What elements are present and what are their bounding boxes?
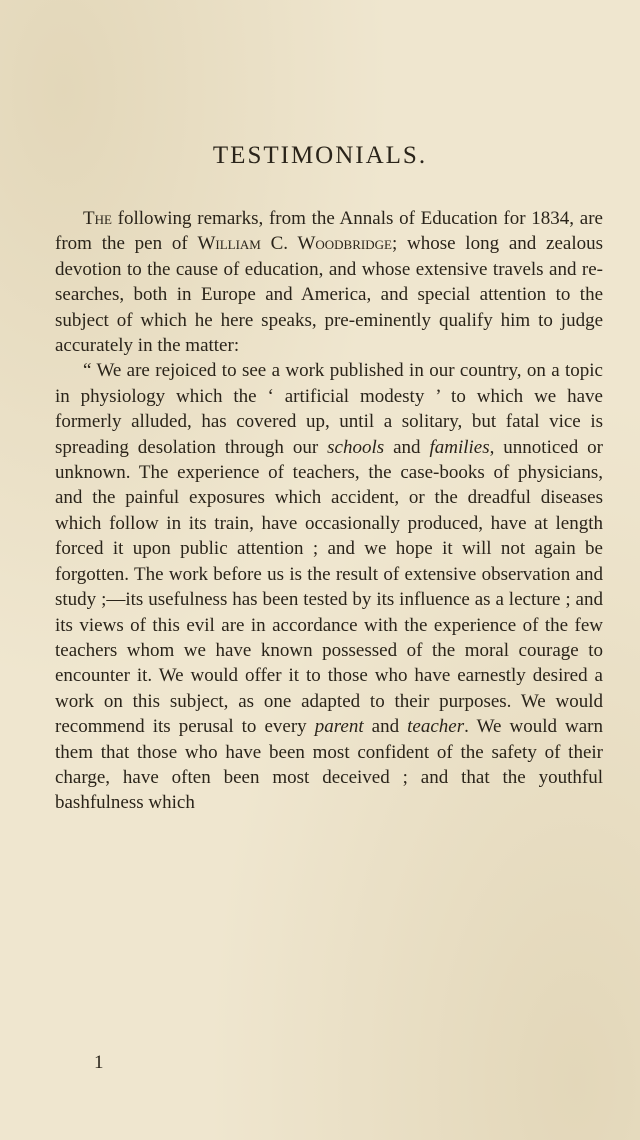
emphasis-families: families xyxy=(429,436,490,458)
page-title: TESTIMONIALS. xyxy=(212,142,428,169)
quote-and-2: and xyxy=(363,716,408,738)
author-name: William C. Woodbridge xyxy=(197,233,392,255)
quote-text-3: . We would warn them that those who have been most confident of the safety of their charge, have often been most deceived ; and that the youthful bashfulness which xyxy=(55,716,603,814)
quote-text-2: , unnoticed or unknown. The experience of teachers, the case-books of physicians, and the painful exposures which accident, or the dreadful diseases which follow in its train, have occasionally produced, have at length forced it upon public attention ; and we hope it will not again be forgotten. The work before us is the result of extensive observation and study ;—its usefulness has been tested by its influence as a lecture ; and its views of this evil are in accordance with the experience of the few teachers whom we have known possessed of the moral courage to encounter it. We would offer it to those who have earnestly desired a work on this subject, as one adapted to their purposes. We would recommend its perusal to every xyxy=(55,436,603,738)
body-text xyxy=(55,206,603,816)
emphasis-schools: schools xyxy=(327,436,385,458)
quote-paragraph xyxy=(55,358,603,815)
intro-text-1: following remarks, from the Annals of Education for 1834, are from the pen of xyxy=(55,208,603,255)
intro-lead-word: The xyxy=(83,208,112,229)
intro-text-2: ; whose long and zealous devotion to the cause of education, and whose extensive travels and researches, both in Europe and America, and special attention to the subject of which he here speaks, pre-eminently qualify him to judge accurately in the matter: xyxy=(55,233,603,357)
page-number: 1 xyxy=(94,1052,104,1073)
intro-paragraph xyxy=(55,206,603,358)
quote-text-1: “ We are rejoiced to see a work published in our country, on a topic in physiology which the ‘ artificial modesty ’ to which we have formerly alluded, has covered up, until a solitary, but fatal vice is spreading desolation through our xyxy=(55,360,603,458)
emphasis-teacher: teacher xyxy=(407,716,465,738)
quote-and-1: and xyxy=(384,436,430,458)
emphasis-parent: parent xyxy=(314,716,364,738)
